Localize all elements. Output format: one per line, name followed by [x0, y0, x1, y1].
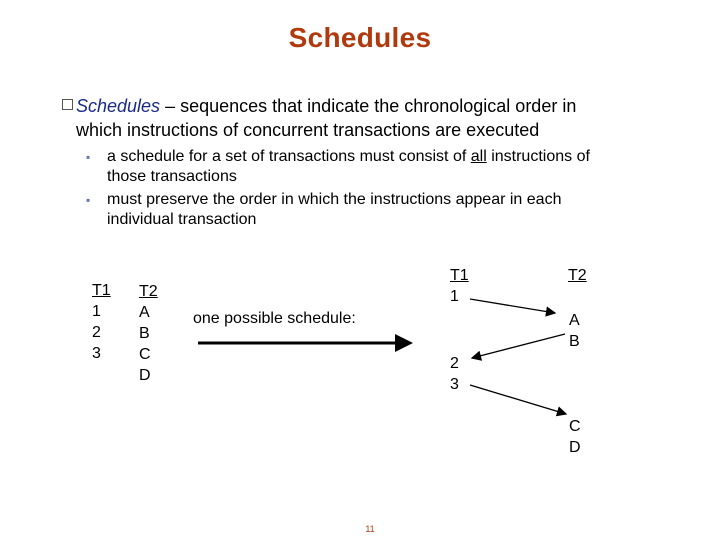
square-bullet-icon: ▪	[86, 150, 91, 164]
left-t1-item: 3	[92, 345, 101, 362]
schedule-t2-item: B	[569, 333, 580, 350]
schedule-t1-item: 2	[450, 355, 459, 372]
schedule-t1-item: 3	[450, 376, 459, 393]
square-bullet-icon: ▪	[86, 193, 91, 207]
sub-bullet-1-text-a: a schedule for a set of transactions must consist of	[107, 148, 471, 165]
page-number: 11	[365, 524, 375, 534]
sub-bullet-1-line-2: those transactions	[107, 168, 237, 185]
schedule-t2-header: T2	[568, 267, 587, 284]
left-t2-item: C	[139, 346, 151, 363]
left-t2-item: A	[139, 304, 150, 321]
sub-bullet-2-line-2: individual transaction	[107, 211, 257, 228]
sub-bullet-1-text-b: instructions of	[486, 148, 590, 165]
left-t1-item: 1	[92, 303, 101, 320]
main-bullet-line-1-rest: sequences that indicate the chronological order in	[180, 96, 577, 116]
term-dash: –	[160, 96, 181, 116]
arrow-label: one possible schedule:	[193, 310, 356, 327]
left-t1-header: T1	[92, 282, 111, 299]
sub-bullet-1-emphasis: all	[470, 148, 487, 165]
schedule-t2-item: A	[569, 312, 580, 329]
main-bullet-line-2: which instructions of concurrent transactions are executed	[76, 120, 540, 140]
schedule-t1-header: T1	[450, 267, 469, 284]
slide-title: Schedules	[288, 22, 432, 53]
left-t2-item: B	[139, 325, 150, 342]
left-t1-item: 2	[92, 324, 101, 341]
left-t2-header: T2	[139, 283, 158, 300]
left-t2-item: D	[139, 367, 151, 384]
schedule-t2-item: D	[569, 439, 581, 456]
flow-arrow-b-to-2	[472, 334, 565, 358]
flow-arrow-1-to-a	[470, 299, 555, 313]
term-schedules: Schedules	[76, 96, 161, 116]
schedule-t2-item: C	[569, 418, 581, 435]
flow-arrow-3-to-c	[470, 385, 566, 414]
schedule-t1-item: 1	[450, 288, 459, 305]
sub-bullet-2-line-1: must preserve the order in which the instructions appear in each	[107, 191, 562, 208]
